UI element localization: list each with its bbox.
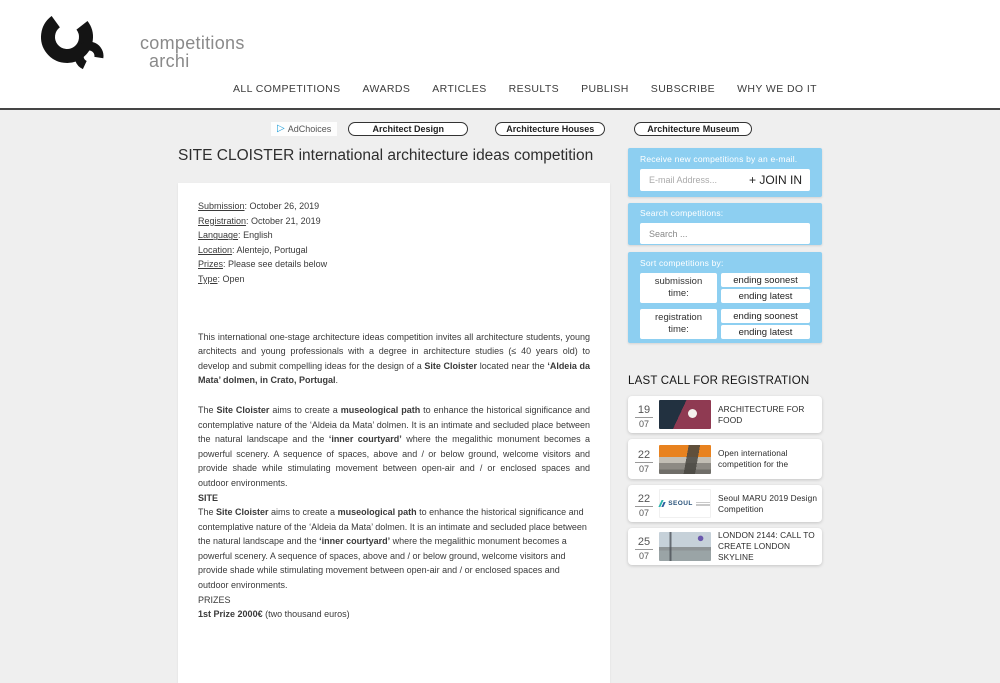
sort-label-registration: registration time: bbox=[640, 309, 717, 339]
article-paragraph-1: This international one-stage architecture ideas competition invites all architecture students, young architects and young professionals with a degree in architecture studies (≤ 40 years old) to develop and submit compelling ideas for the design of a Site Cloister located near the ‘Aldeia da Mata’ dolmen, in Crato, Portugal. bbox=[198, 331, 590, 386]
sort-group-registration bbox=[640, 309, 810, 339]
thumbnail-architecture-for-food bbox=[659, 400, 711, 429]
nav-item-awards[interactable]: AWARDS bbox=[362, 83, 411, 95]
search-title: Search competitions: bbox=[640, 208, 724, 218]
email-input[interactable] bbox=[640, 175, 749, 185]
item-title: LONDON 2144: CALL TO CREATE LONDON SKYLINE bbox=[718, 530, 815, 562]
adchoices-icon: ▷ bbox=[277, 123, 285, 134]
nav-item-all-competitions[interactable]: ALL COMPETITIONS bbox=[233, 83, 341, 95]
prizes-heading: PRIZES bbox=[198, 594, 231, 605]
adchoices-label: AdChoices bbox=[287, 123, 332, 134]
logo-mark-icon bbox=[40, 8, 106, 76]
item-title: ARCHITECTURE FOR FOOD bbox=[718, 403, 805, 425]
sort-registration-ending-soonest-button[interactable]: ending soonest bbox=[721, 309, 810, 323]
brand-text bbox=[140, 34, 245, 70]
seoul-logo-subtext bbox=[696, 501, 710, 507]
sort-submission-ending-soonest-button[interactable]: ending soonest bbox=[721, 273, 810, 287]
thumbnail-london-2144 bbox=[659, 532, 711, 561]
sort-title: Sort competitions by: bbox=[640, 258, 724, 268]
article-paragraph-2: The Site Cloister aims to create a museological path to enhance the historical significance and contemplative nature of the ‘Aldeia da Mata’ dolmen. It is an intimate and secluded place between the natural landscape and the ‘inner courtyard’ where the megalithic monument becomes a powerful scenery. A sequence of spaces, above and / or below ground, welcome visitors and provide shade while stimulating movement between open-air and / or enclosed spaces and outdoor environments. bbox=[198, 404, 591, 488]
join-in-button[interactable]: + JOIN IN bbox=[748, 173, 802, 187]
adchoices-badge[interactable] bbox=[271, 122, 337, 136]
detail-row-prizes: Prizes: Please see details below bbox=[198, 259, 328, 270]
item-date: 19 07 bbox=[632, 400, 656, 429]
page-title: SITE CLOISTER international architecture ideas competition bbox=[178, 147, 594, 164]
item-date: 25 07 bbox=[632, 532, 656, 561]
sort-submission-ending-latest-button[interactable]: ending latest bbox=[721, 289, 810, 303]
item-title: Seoul MARU 2019 Design Competition bbox=[718, 492, 818, 514]
sort-group-submission bbox=[640, 273, 810, 303]
thumbnail-seoul-maru: SEOUL bbox=[659, 489, 711, 518]
seoul-logo-icon bbox=[659, 500, 667, 507]
prize-line: 1st Prize 2000€ (two thousand euros) bbox=[198, 609, 350, 620]
detail-row-submission: Submission: October 26, 2019 bbox=[198, 201, 320, 211]
last-call-heading: LAST CALL FOR REGISTRATION bbox=[628, 375, 810, 387]
sort-buttons-submission bbox=[721, 273, 810, 303]
item-title: Open international competition for the bbox=[718, 448, 789, 469]
subscribe-bar bbox=[640, 169, 810, 191]
main-nav bbox=[233, 83, 817, 95]
sort-registration-ending-latest-button[interactable]: ending latest bbox=[721, 325, 810, 339]
registration-item-open-international[interactable] bbox=[628, 439, 822, 479]
site-header bbox=[0, 0, 1000, 110]
detail-row-location: Location: Alentejo, Portugal bbox=[198, 244, 308, 255]
detail-row-registration: Registration: October 21, 2019 bbox=[198, 215, 321, 226]
subscribe-box bbox=[628, 148, 822, 197]
site-logo[interactable] bbox=[40, 6, 260, 76]
brand-line2: archi bbox=[149, 51, 190, 71]
ad-row bbox=[271, 121, 752, 136]
nav-item-why-we-do-it[interactable]: WHY WE DO IT bbox=[737, 83, 817, 95]
thumbnail-open-international bbox=[659, 445, 711, 474]
ad-pill-architecture-houses[interactable]: Architecture Houses bbox=[495, 122, 605, 136]
detail-row-type: Type: Open bbox=[198, 273, 245, 284]
registration-item-london-2144[interactable] bbox=[628, 528, 822, 565]
registration-item-architecture-for-food[interactable] bbox=[628, 396, 822, 433]
search-input[interactable] bbox=[640, 223, 810, 244]
item-date: 22 07 bbox=[632, 445, 656, 474]
article-paragraph-3: The Site Cloister aims to create a museological path to enhance the historical significance and contemplative nature of the ‘Aldeia da Mata’ dolmen. It is an intimate and secluded place between the natural landscape and the ‘inner courtyard’ where the megalithic monument becomes a powerful scenery. A sequence of spaces, above and / or below ground, welcome visitors and provide shade while stimulating movement between open-air and / or enclosed spaces and outdoor environments. bbox=[198, 507, 587, 591]
nav-item-publish[interactable]: PUBLISH bbox=[581, 83, 629, 95]
detail-row-language: Language: English bbox=[198, 230, 273, 241]
registration-item-seoul-maru[interactable] bbox=[628, 485, 822, 522]
site-heading: SITE bbox=[198, 492, 219, 503]
sort-label-submission: submission time: bbox=[640, 273, 717, 303]
nav-item-results[interactable]: RESULTS bbox=[508, 83, 560, 95]
ad-pill-architect-design[interactable]: Architect Design bbox=[348, 122, 468, 136]
sort-buttons-registration bbox=[721, 309, 810, 339]
ad-pill-architecture-museum[interactable]: Architecture Museum bbox=[634, 122, 752, 136]
sort-box bbox=[628, 252, 822, 343]
article-card bbox=[178, 183, 610, 683]
nav-item-articles[interactable]: ARTICLES bbox=[432, 83, 487, 95]
registration-list bbox=[628, 396, 822, 571]
item-date: 22 07 bbox=[632, 489, 656, 518]
subscribe-title: Receive new competitions by an e-mail. bbox=[640, 154, 798, 164]
brand-line1: competitions bbox=[140, 33, 245, 53]
search-box bbox=[628, 203, 822, 245]
competition-details bbox=[198, 199, 590, 287]
nav-item-subscribe[interactable]: SUBSCRIBE bbox=[650, 83, 716, 95]
